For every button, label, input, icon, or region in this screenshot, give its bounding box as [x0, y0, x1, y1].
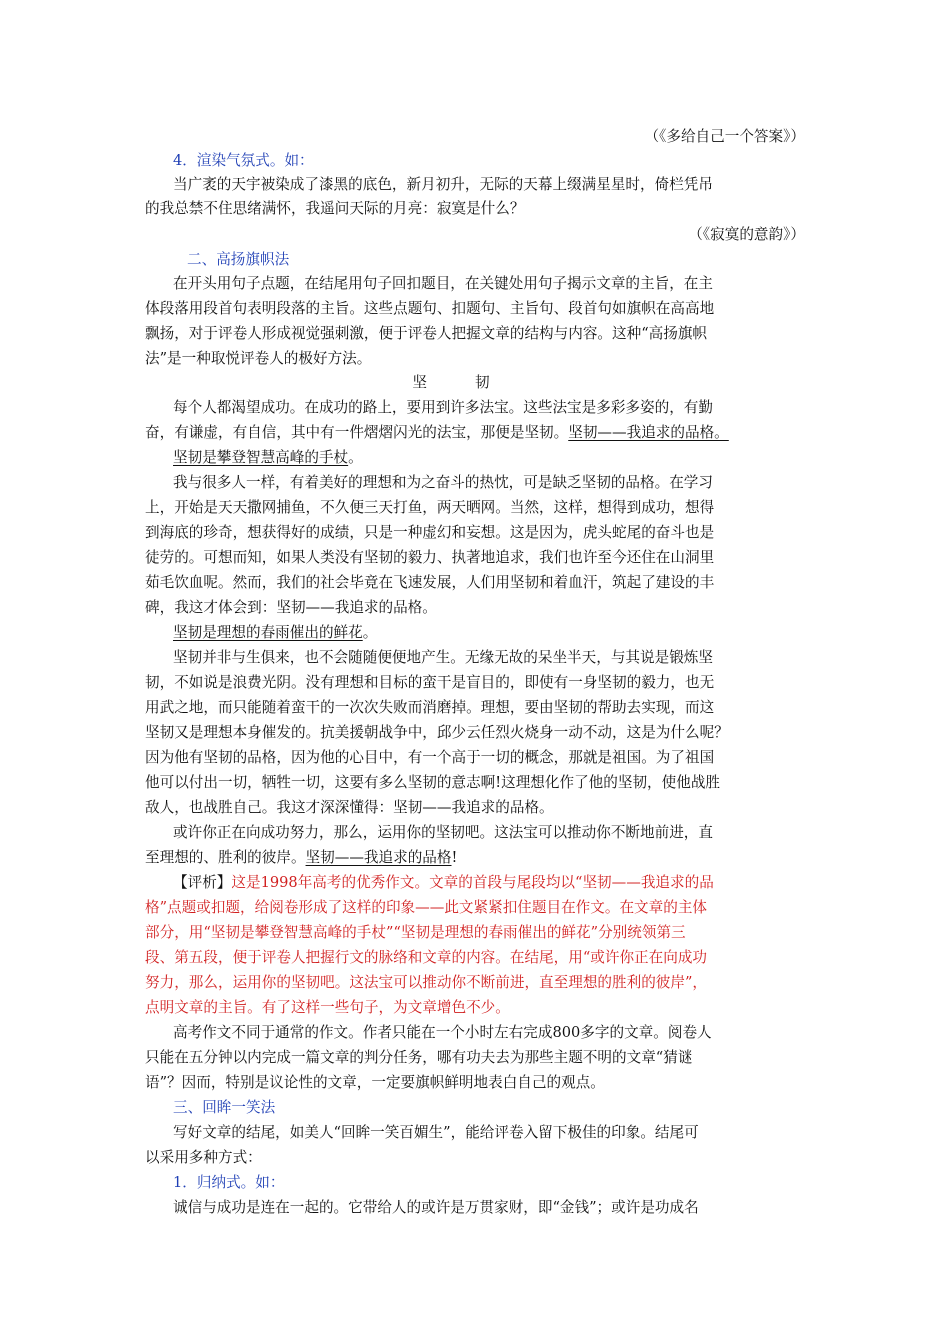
text-line — [145, 848, 805, 868]
text-line — [145, 349, 805, 369]
line-text: 飘扬，对于评卷人形成视觉强刺激，便于评卷人把握文章的结构与内容。这种“高扬旗帜 — [145, 325, 708, 342]
line-text: 体段落用段首句表明段落的主旨。这些点题句、扣题句、主旨句、段首句如旗帜在高高地 — [145, 300, 715, 317]
line-text: 上，开始是天天撒网捕鱼，不久便三天打鱼，两天晒网。当然，这样，想得到成功，想得 — [145, 499, 715, 516]
line-text: 敌人，也战胜自己。我这才深深懂得：坚韧——我追求的品格。 — [145, 799, 554, 816]
line-text: 每个人都渴望成功。在成功的路上，要用到许多法宝。这些法宝是多彩多姿的，有勤 — [173, 399, 713, 416]
text-line — [145, 250, 847, 270]
text-line — [145, 748, 805, 768]
line-text: （《寂寞的意韵》） — [688, 226, 805, 243]
text-line — [145, 398, 833, 418]
text-line — [145, 648, 833, 668]
text-line — [145, 623, 833, 643]
line-text: 诚信与成功是连在一起的。它带给人的或许是万贯家财，即“金钱”；或许是功成名 — [173, 1199, 699, 1216]
underlined-text: 坚韧是攀登智慧高峰的手杖 — [173, 449, 349, 466]
text-line — [145, 798, 805, 818]
text-line — [145, 199, 805, 219]
text-line — [145, 423, 805, 443]
text-line — [145, 175, 833, 195]
text-line — [145, 225, 805, 245]
text-line — [145, 673, 805, 693]
text-line — [145, 151, 833, 171]
text-line — [145, 898, 805, 918]
text-line — [145, 998, 805, 1018]
line-text: 在开头用句子点题，在结尾用句子回扣题目，在关键处用句子揭示文章的主旨，在主 — [173, 275, 713, 292]
text-line — [145, 1073, 805, 1093]
text-line — [145, 873, 833, 893]
line-text: 当广袤的天宇被染成了漆黑的底色，新月初升，无际的天幕上缀满星星时，倚栏凭吊 — [173, 176, 713, 193]
text-line — [145, 127, 805, 147]
underlined-text: 坚韧——我追求的品格 — [305, 849, 452, 866]
line-text: 以采用多种方式： — [145, 1149, 262, 1166]
line-tail: 。 — [362, 624, 378, 641]
text-line — [145, 698, 805, 718]
line-text: 坚韧 — [412, 374, 538, 391]
text-line — [145, 1148, 805, 1168]
text-line — [145, 1173, 833, 1193]
text-line — [145, 773, 805, 793]
line-text: 我与很多人一样，有着美好的理想和为之奋斗的热忱，可是缺乏坚韧的品格。在学习 — [173, 474, 713, 491]
underlined-text: 坚韧是理想的春雨催出的鲜花 — [173, 624, 363, 641]
line-text: 因为他有坚韧的品格，因为他的心目中，有一个高于一切的概念，那就是祖国。为了祖国 — [145, 749, 715, 766]
text-line — [145, 948, 805, 968]
line-tail: 。 — [348, 449, 363, 466]
text-line — [145, 973, 805, 993]
line-text: 韧，不如说是浪费光阴。没有理想和目标的蛮干是盲目的，即使有一身坚韧的毅力，也无 — [145, 674, 715, 691]
text-line — [145, 498, 805, 518]
line-text: 用武之地，而只能随着蛮干的一次次失败而消磨掉。理想，要由坚韧的帮助去实现，而这 — [145, 699, 715, 716]
line-text: 1．归纳式。如： — [173, 1174, 285, 1191]
line-text: 或许你正在向成功努力，那么，运用你的坚韧吧。这法宝可以推动你不断地前进，直 — [173, 824, 713, 841]
text-line — [145, 1123, 833, 1143]
text-line — [145, 723, 805, 743]
line-text: 努力，那么，运用你的坚韧吧。这法宝可以推动你不断前进，直至理想的胜利的彼岸”， — [145, 974, 708, 991]
text-line — [145, 473, 833, 493]
line-text: 段、第五段，便于评卷人把握行文的脉络和文章的内容。在结尾，用“或许你正在向成功 — [145, 949, 708, 966]
text-line — [145, 299, 805, 319]
line-text: 法”是一种取悦评卷人的极好方法。 — [145, 350, 372, 367]
line-text: （《多给自己一个答案》） — [644, 128, 805, 145]
text-line — [145, 598, 805, 618]
text-line — [145, 1098, 833, 1118]
line-text: 坚韧并非与生俱来，也不会随随便便地产生。无缘无故的呆坐半天，与其说是锻炼坚 — [173, 649, 713, 666]
line-text: 三、回眸一笑法 — [173, 1099, 276, 1116]
line-text: 徒劳的。可想而知，如果人类没有坚韧的毅力、执著地追求，我们也许至今还住在山洞里 — [145, 549, 715, 566]
line-text: 语”？因而，特别是议论性的文章，一定要旗帜鲜明地表白自己的观点。 — [145, 1074, 605, 1091]
line-text: 点明文章的主旨。有了这样一些句子，为文章增色不少。 — [145, 999, 510, 1016]
text-line — [145, 448, 833, 468]
commentary-text: 这是1998年高考的优秀作文。文章的首段与尾段均以“坚韧——我追求的品 — [231, 874, 714, 891]
text-line — [145, 1023, 833, 1043]
line-text: 至理想的、胜利的彼岸。 — [145, 849, 306, 866]
text-line — [145, 573, 805, 593]
line-text: 他可以付出一切，牺牲一切，这要有多么坚韧的意志啊!这理想化作了他的坚韧，使他战胜 — [145, 774, 721, 791]
text-line — [145, 274, 833, 294]
line-text: 到海底的珍奇，想获得好的成绩，只是一种虚幻和妄想。这是因为，虎头蛇尾的奋斗也是 — [145, 524, 715, 541]
line-text: 写好文章的结尾，如美人“回眸一笑百媚生”，能给评卷入留下极佳的印象。结尾可 — [173, 1124, 699, 1141]
line-text: 二、高扬旗帜法 — [187, 251, 290, 268]
line-text: 坚韧又是理想本身催发的。抗美援朝战争中，邱少云任烈火烧身一动不动，这是为什么呢？ — [145, 724, 729, 741]
text-line — [145, 823, 833, 843]
line-text: 部分，用“坚韧是攀登智慧高峰的手杖”“坚韧是理想的春雨催出的鲜花”分别统领第三 — [145, 924, 686, 941]
line-text: 只能在五分钟以内完成一篇文章的判分任务，哪有功夫去为那些主题不明的文章“猜谜 — [145, 1049, 693, 1066]
text-line — [145, 923, 805, 943]
line-text: 4．渲染气氛式。如： — [173, 152, 314, 169]
line-tail: ! — [451, 849, 458, 866]
text-line — [145, 324, 805, 344]
line-text: 的我总禁不住思绪满怀，我遥问天际的月亮：寂寞是什么？ — [145, 200, 525, 217]
line-text: 高考作文不同于通常的作文。作者只能在一个小时左右完成800多字的文章。阅卷人 — [173, 1024, 712, 1041]
line-text: 格”点题或扣题，给阅卷形成了这样的印象——此文紧紧扣住题目在作文。在文章的主体 — [145, 899, 708, 916]
text-line — [145, 523, 805, 543]
line-text: 碑，我这才体会到：坚韧——我追求的品格。 — [145, 599, 437, 616]
line-text: 奋，有谦虚，有自信，其中有一件熠熠闪光的法宝，那便是坚韧。 — [145, 424, 569, 441]
text-line — [145, 548, 805, 568]
underlined-text: 坚韧——我追求的品格。 — [568, 424, 729, 441]
line-text: 茹毛饮血呢。然而，我们的社会毕竟在飞速发展，人们用坚韧和着血汗，筑起了建设的丰 — [145, 574, 715, 591]
text-line — [145, 1048, 805, 1068]
line-text: 【评析】 — [173, 874, 232, 891]
text-line — [145, 373, 805, 393]
text-line — [145, 1198, 833, 1218]
